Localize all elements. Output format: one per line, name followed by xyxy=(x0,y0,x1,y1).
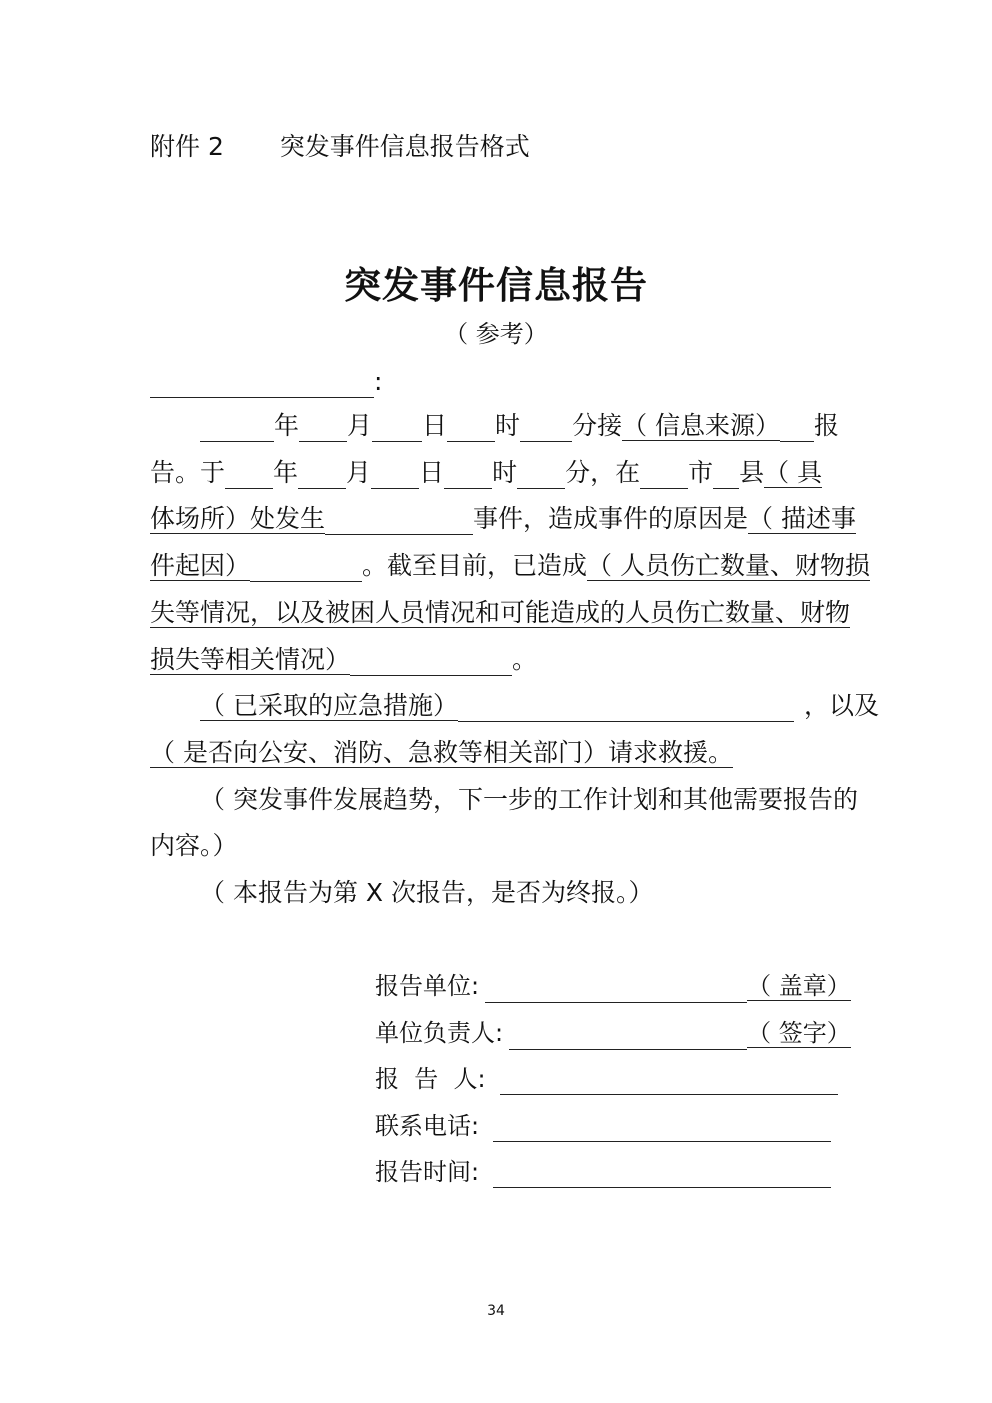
p1-line5 xyxy=(150,597,851,629)
p2-line1 xyxy=(150,690,879,722)
document-subtitle: （ 参考） xyxy=(444,320,548,348)
hour-blank[interactable] xyxy=(447,415,495,442)
day2-label: 日 xyxy=(419,458,445,487)
sig-phone-blank[interactable] xyxy=(493,1115,831,1142)
city-blank[interactable] xyxy=(640,462,688,489)
attachment-label: 附件 2 xyxy=(150,132,224,161)
day-label: 日 xyxy=(422,411,448,440)
day-blank[interactable] xyxy=(372,415,422,442)
p3-line2 xyxy=(150,830,844,862)
document-title: 突发事件信息报告 xyxy=(344,264,648,307)
sig-leader-label: 单位负责人: xyxy=(375,1019,504,1047)
sig-time-blank[interactable] xyxy=(493,1161,831,1188)
sig-reporter-label: 报 告 人: xyxy=(375,1065,486,1093)
page-number: 34 xyxy=(487,1303,505,1319)
place-field-start[interactable]: （ 具 xyxy=(764,458,823,487)
casualty-field-start[interactable]: （ 人员伤亡数量、财物损 xyxy=(587,551,870,580)
sig-reporter-blank[interactable] xyxy=(500,1068,838,1095)
measures-field[interactable]: （ 已采取的应急措施） xyxy=(200,691,458,720)
p3-text-1: （ 突发事件发展趋势，下一步的工作计划和其他需要报告的 xyxy=(200,785,858,814)
sig-leader-blank[interactable] xyxy=(509,1023,747,1050)
p2-line2 xyxy=(150,737,844,769)
month2-blank[interactable] xyxy=(298,462,346,489)
recipient-colon: : xyxy=(374,367,383,396)
year-blank[interactable] xyxy=(200,415,274,442)
sig-reporter-row xyxy=(375,1063,838,1095)
sig-time-row xyxy=(375,1156,831,1188)
p1-line1 xyxy=(150,410,844,442)
recipient-blank[interactable] xyxy=(150,371,374,398)
sig-time-label: 报告时间: xyxy=(375,1158,480,1186)
hour-label: 时 xyxy=(495,411,521,440)
county-label: 县 xyxy=(739,458,765,487)
minute2-label: 分，在 xyxy=(565,458,641,487)
sig-phone-label: 联系电话: xyxy=(375,1112,480,1140)
casualty-field-middle[interactable]: 失等情况，以及被困人员情况和可能造成的人员伤亡数量、财物 xyxy=(150,598,851,627)
year2-blank[interactable] xyxy=(225,462,273,489)
measures-blank[interactable] xyxy=(458,695,794,722)
month-label: 月 xyxy=(347,411,373,440)
cause-field-end[interactable]: 件起因） xyxy=(150,551,251,580)
p1-line2-start: 告。于 xyxy=(150,458,226,487)
sig-unit-row xyxy=(375,970,851,1003)
day2-blank[interactable] xyxy=(371,462,419,489)
sig-unit-blank[interactable] xyxy=(485,976,747,1003)
recipient-line xyxy=(150,366,382,398)
sig-seal-label: （ 盖章） xyxy=(747,972,851,1000)
county-blank[interactable] xyxy=(713,462,739,489)
p1-line6 xyxy=(150,644,844,676)
p1-line3 xyxy=(150,503,856,535)
hour2-blank[interactable] xyxy=(444,462,492,489)
cause-blank[interactable] xyxy=(250,555,362,582)
p1-line6-period: 。 xyxy=(512,645,538,674)
minute2-blank[interactable] xyxy=(517,462,565,489)
attachment-format-title: 突发事件信息报告格式 xyxy=(279,132,530,161)
source-blank-tail xyxy=(780,415,814,442)
p4-line1 xyxy=(150,877,844,909)
p2-and: ，以及 xyxy=(803,691,879,720)
year2-label: 年 xyxy=(273,458,299,487)
p3-line1 xyxy=(150,784,858,816)
month2-label: 月 xyxy=(346,458,372,487)
casualty-field-end[interactable]: 损失等相关情况） xyxy=(150,645,351,674)
event-blank[interactable] xyxy=(325,508,473,535)
cause-field-start[interactable]: （ 描述事 xyxy=(748,504,856,533)
p4-text: （ 本报告为第 X 次报告，是否为终报。） xyxy=(200,878,654,907)
hour2-label: 时 xyxy=(492,458,518,487)
sig-sign-label: （ 签字） xyxy=(747,1019,851,1047)
month-blank[interactable] xyxy=(299,415,347,442)
rescue-request-field[interactable]: （ 是否向公安、消防、急救等相关部门）请求救援。 xyxy=(150,738,733,767)
casualty-blank[interactable] xyxy=(350,649,512,676)
p3-text-2: 内容。） xyxy=(150,831,238,860)
city-label: 市 xyxy=(688,458,714,487)
p1-line3-text: 事件，造成事件的原因是 xyxy=(473,504,749,533)
sig-phone-row xyxy=(375,1110,831,1142)
p1-line4 xyxy=(150,550,870,582)
minute-label: 分接 xyxy=(572,411,623,440)
sig-leader-row xyxy=(375,1017,851,1050)
place-field-end[interactable]: 体场所）处发生 xyxy=(150,504,326,533)
attachment-header xyxy=(150,127,530,163)
p1-line4-text: 。截至目前，已造成 xyxy=(362,551,588,580)
sig-unit-label: 报告单位: xyxy=(375,972,480,1000)
year-label: 年 xyxy=(274,411,300,440)
info-source-field[interactable]: （ 信息来源） xyxy=(622,411,781,440)
minute-blank[interactable] xyxy=(520,415,572,442)
p1-line2 xyxy=(150,457,844,489)
report-char: 报 xyxy=(814,411,840,440)
